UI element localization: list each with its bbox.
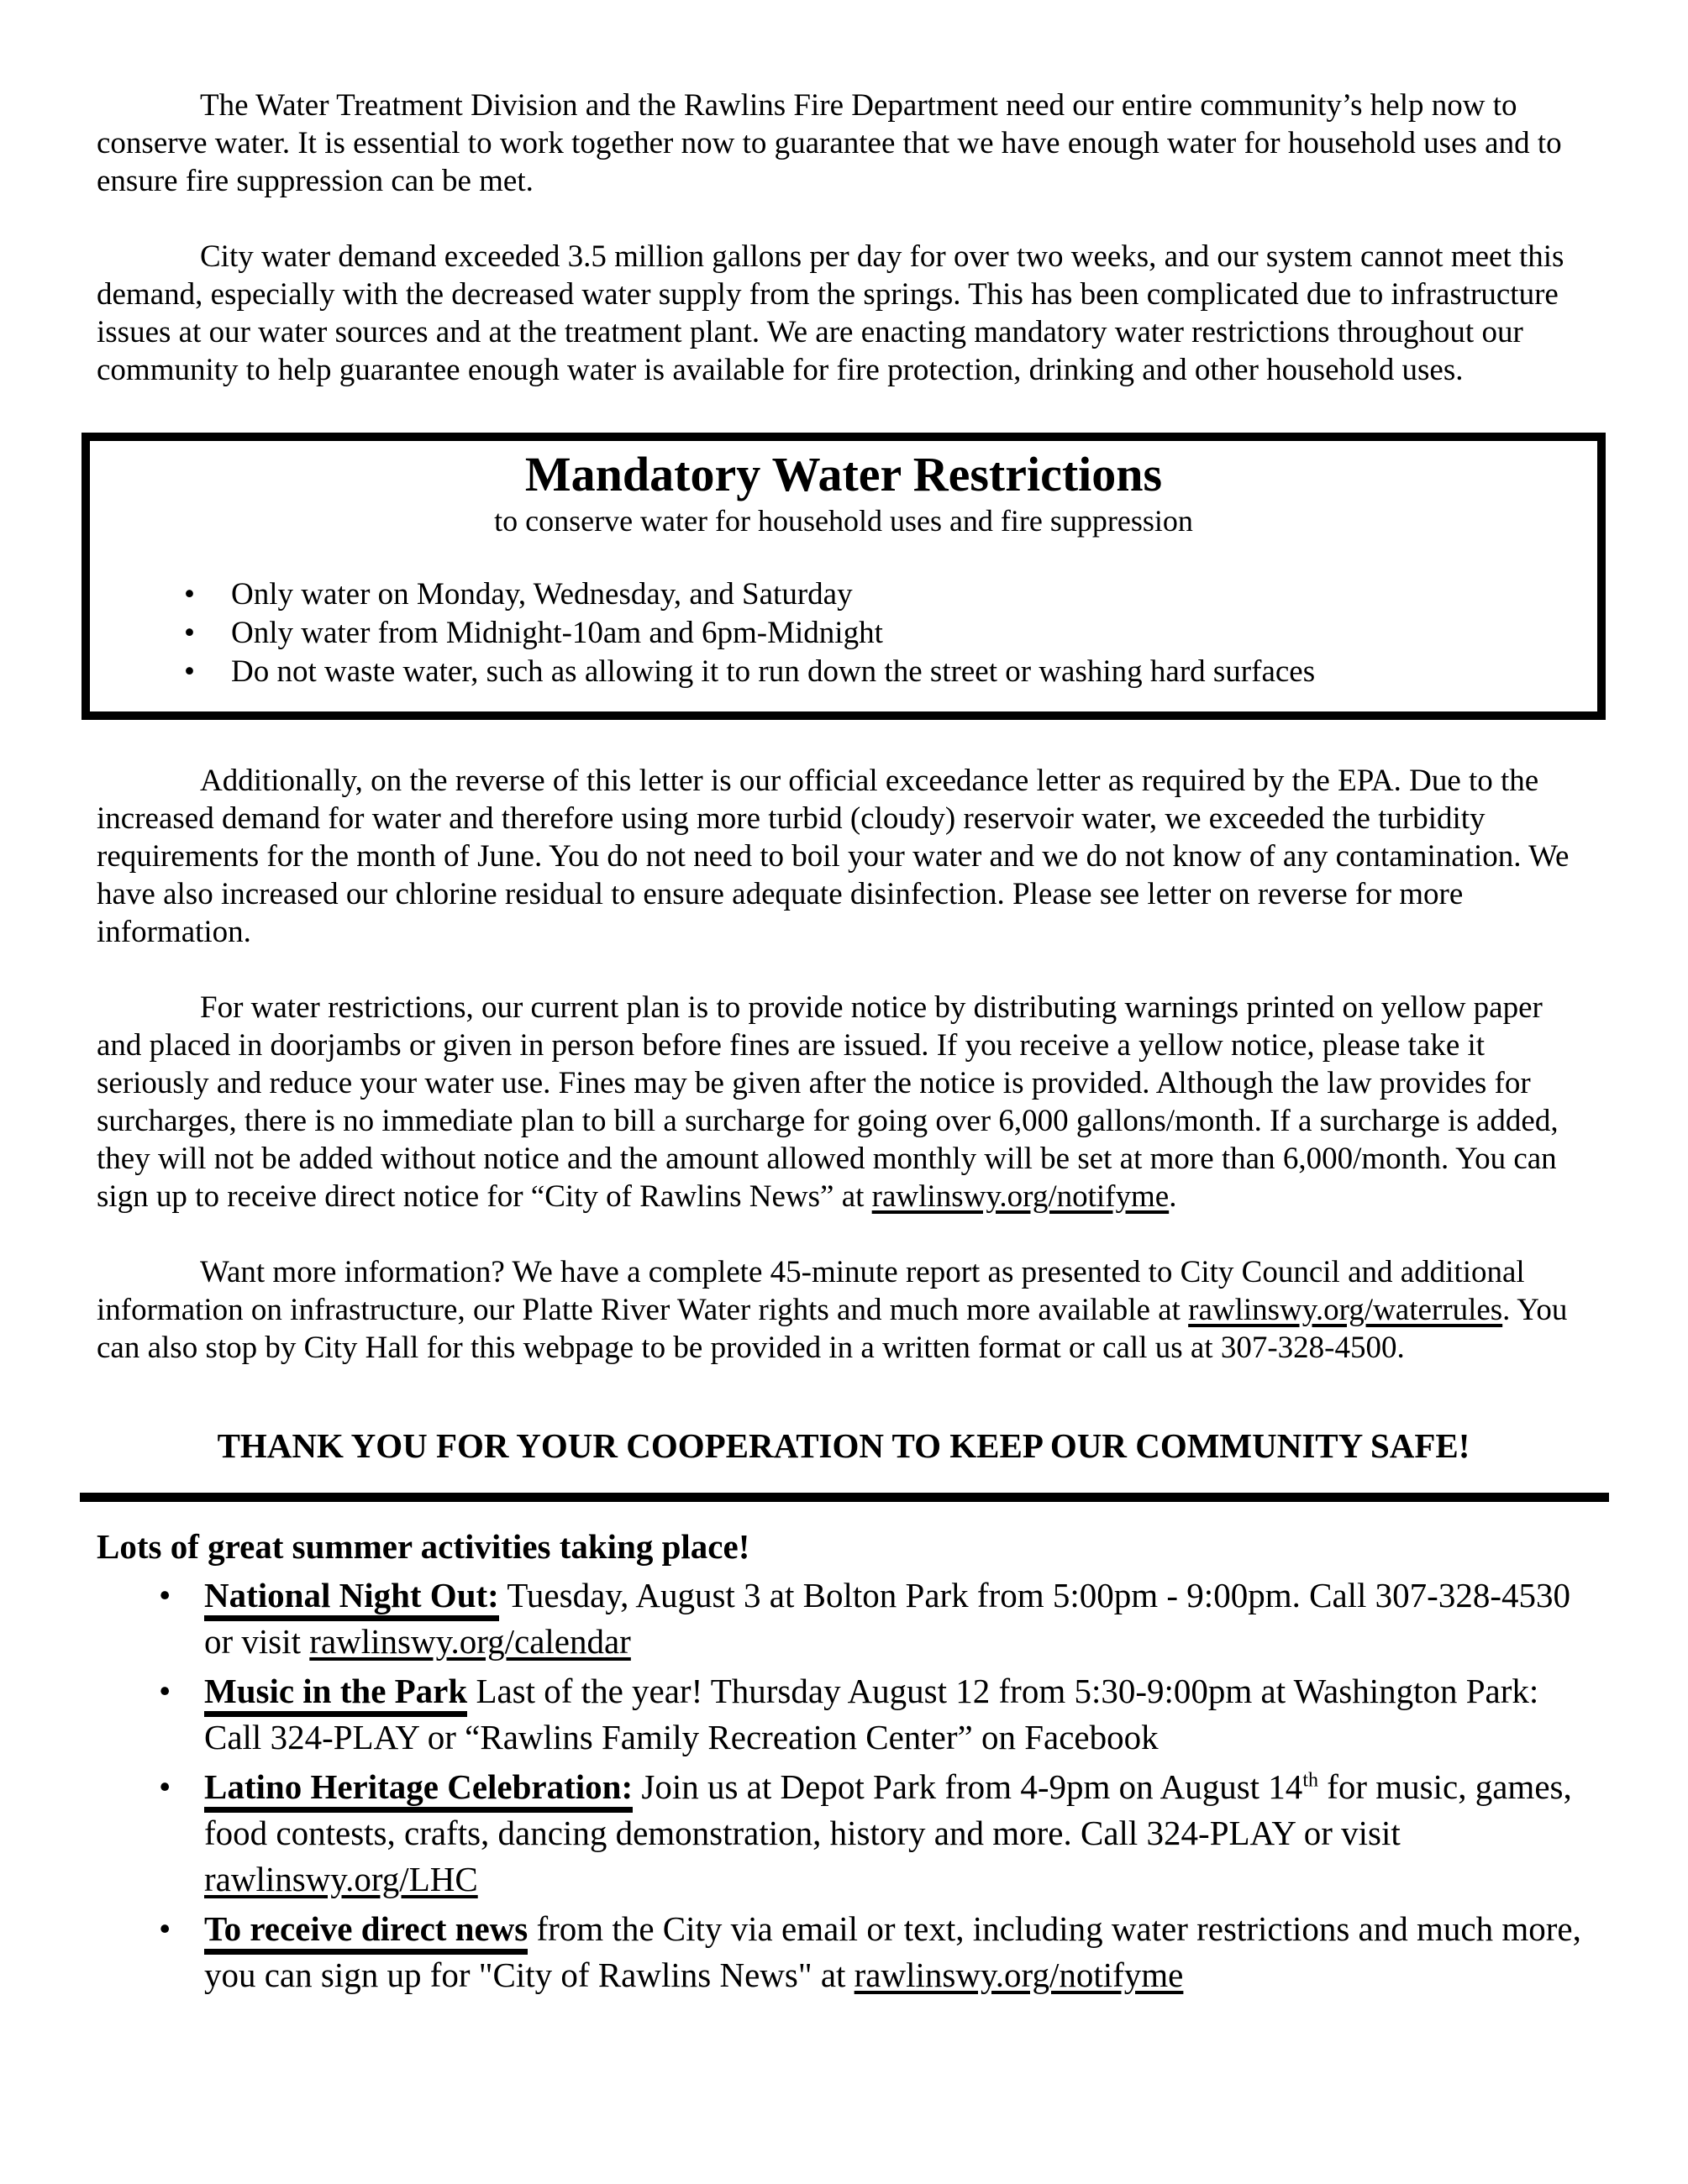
restriction-item-days: • Only water on Monday, Wednesday, and Saturday (124, 575, 1564, 614)
date-superscript: th (1302, 1769, 1318, 1792)
thank-you-line: THANK YOU FOR YOUR COOPERATION TO KEEP OUR COMMUNITY SAFE! (217, 1426, 1470, 1465)
activity-item-national-night-out (97, 1572, 1591, 1665)
activity-item-latino-heritage (97, 1764, 1591, 1903)
section-divider (80, 1493, 1609, 1502)
activity-item-music-in-the-park (97, 1668, 1591, 1761)
activities-list (97, 1572, 1591, 1998)
restriction-item-waste: • Do not waste water, such as allowing it to run down the street or washing hard surfaces (124, 653, 1564, 691)
intro-paragraph: The Water Treatment Division and the Rawlins Fire Department need our entire community’s help now to conserve water. It is essential to work together now to guarantee that we have enough water for household uses and to ensure fire suppression can be met. (97, 88, 1562, 198)
activities-heading: Lots of great summer activities taking place! (97, 1527, 750, 1566)
notifyme-link[interactable]: rawlinswy.org/notifyme (871, 1179, 1170, 1214)
activity-text-latino-heritage: Join us at Depot Park from 4-9pm on August 14 (633, 1767, 1303, 1806)
calendar-link[interactable]: rawlinswy.org/calendar (309, 1622, 631, 1661)
activity-text-latino-heritage-continued: for music, games, food contests, crafts, dancing demonstration, history and more. Call 324-PLAY or visit (204, 1767, 1572, 1852)
restrictions-list (124, 575, 1564, 691)
restrictions-box-subtitle: to conserve water for household uses and fire suppression (494, 504, 1193, 538)
notifyme-link-2[interactable]: rawlinswy.org/notifyme (854, 1956, 1184, 1994)
activity-text-direct-news: from the City via email or text, including water restrictions and much more, you can sign up for "City of Rawlins News" at (204, 1909, 1581, 1994)
exceedance-paragraph: Additionally, on the reverse of this letter is our official exceedance letter as required by the EPA. Due to the increased demand for water and therefore using more turbid (cloudy) reservoir water, we exceeded the turbidity requirements for the month of June. You do not need to boil your water and we do not know of any contamination. We have also increased our chlorine residual to ensure adequate disinfection. Please see letter on reverse for more information. (97, 764, 1570, 949)
activity-text-national-night-out: Tuesday, August 3 at Bolton Park from 5:00pm - 9:00pm. Call 307-328-4530 or visit (204, 1576, 1570, 1661)
mandatory-restrictions-box (82, 433, 1606, 720)
activity-label-latino-heritage: Latino Heritage Celebration: (204, 1767, 633, 1813)
activity-item-direct-news (97, 1906, 1591, 1998)
restriction-item-hours: • Only water from Midnight-10am and 6pm-Midnight (124, 614, 1564, 653)
activity-label-national-night-out: National Night Out: (204, 1576, 499, 1621)
more-info-text: Want more information? We have a complete 45-minute report as presented to City Council and additional information on infrastructure, our Platte River Water rights and much more available at (97, 1255, 1525, 1327)
enforcement-text: For water restrictions, our current plan is to provide notice by distributing warnings printed on yellow paper and placed in doorjambs or given in person before fines are issued. If you receive a yellow notice, please take it seriously and reduce your water use. Fines may be given after the notice is provided. Although the law provides for surcharges, there is no immediate plan to bill a surcharge for going over 6,000 gallons/month. If a surcharge is added, they will not be added without notice and the amount allowed monthly will be set at more than 6,000/month. You can sign up to receive direct notice for “City of Rawlins News” at (97, 990, 1559, 1214)
waterrules-link[interactable]: rawlinswy.org/waterrules (1188, 1293, 1503, 1327)
activity-label-music-in-the-park: Music in the Park (204, 1672, 467, 1717)
water-demand-paragraph: City water demand exceeded 3.5 million gallons per day for over two weeks, and our system cannot meet this demand, especially with the decreased water supply from the springs. This has been complicated due to infrastructure issues at our water sources and at the treatment plant. We are enacting mandatory water restrictions throughout our community to help guarantee enough water is available for fire protection, drinking and other household uses. (97, 239, 1564, 387)
activity-text-music-in-the-park: Last of the year! Thursday August 12 from 5:30-9:00pm at Washington Park: Call 324-PLAY or “Rawlins Family Recreation Center” on Facebook (204, 1672, 1539, 1756)
restrictions-box-title: Mandatory Water Restrictions (524, 447, 1163, 501)
activity-label-direct-news: To receive direct news (204, 1909, 528, 1955)
lhc-link[interactable]: rawlinswy.org/LHC (204, 1860, 478, 1898)
more-info-text-end: . You can also stop by City Hall for this webpage to be provided in a written format or call us at 307-328-4500. (97, 1293, 1568, 1365)
more-info-paragraph (97, 1253, 1591, 1367)
enforcement-text-end: . (1169, 1179, 1177, 1214)
enforcement-paragraph (97, 989, 1591, 1215)
